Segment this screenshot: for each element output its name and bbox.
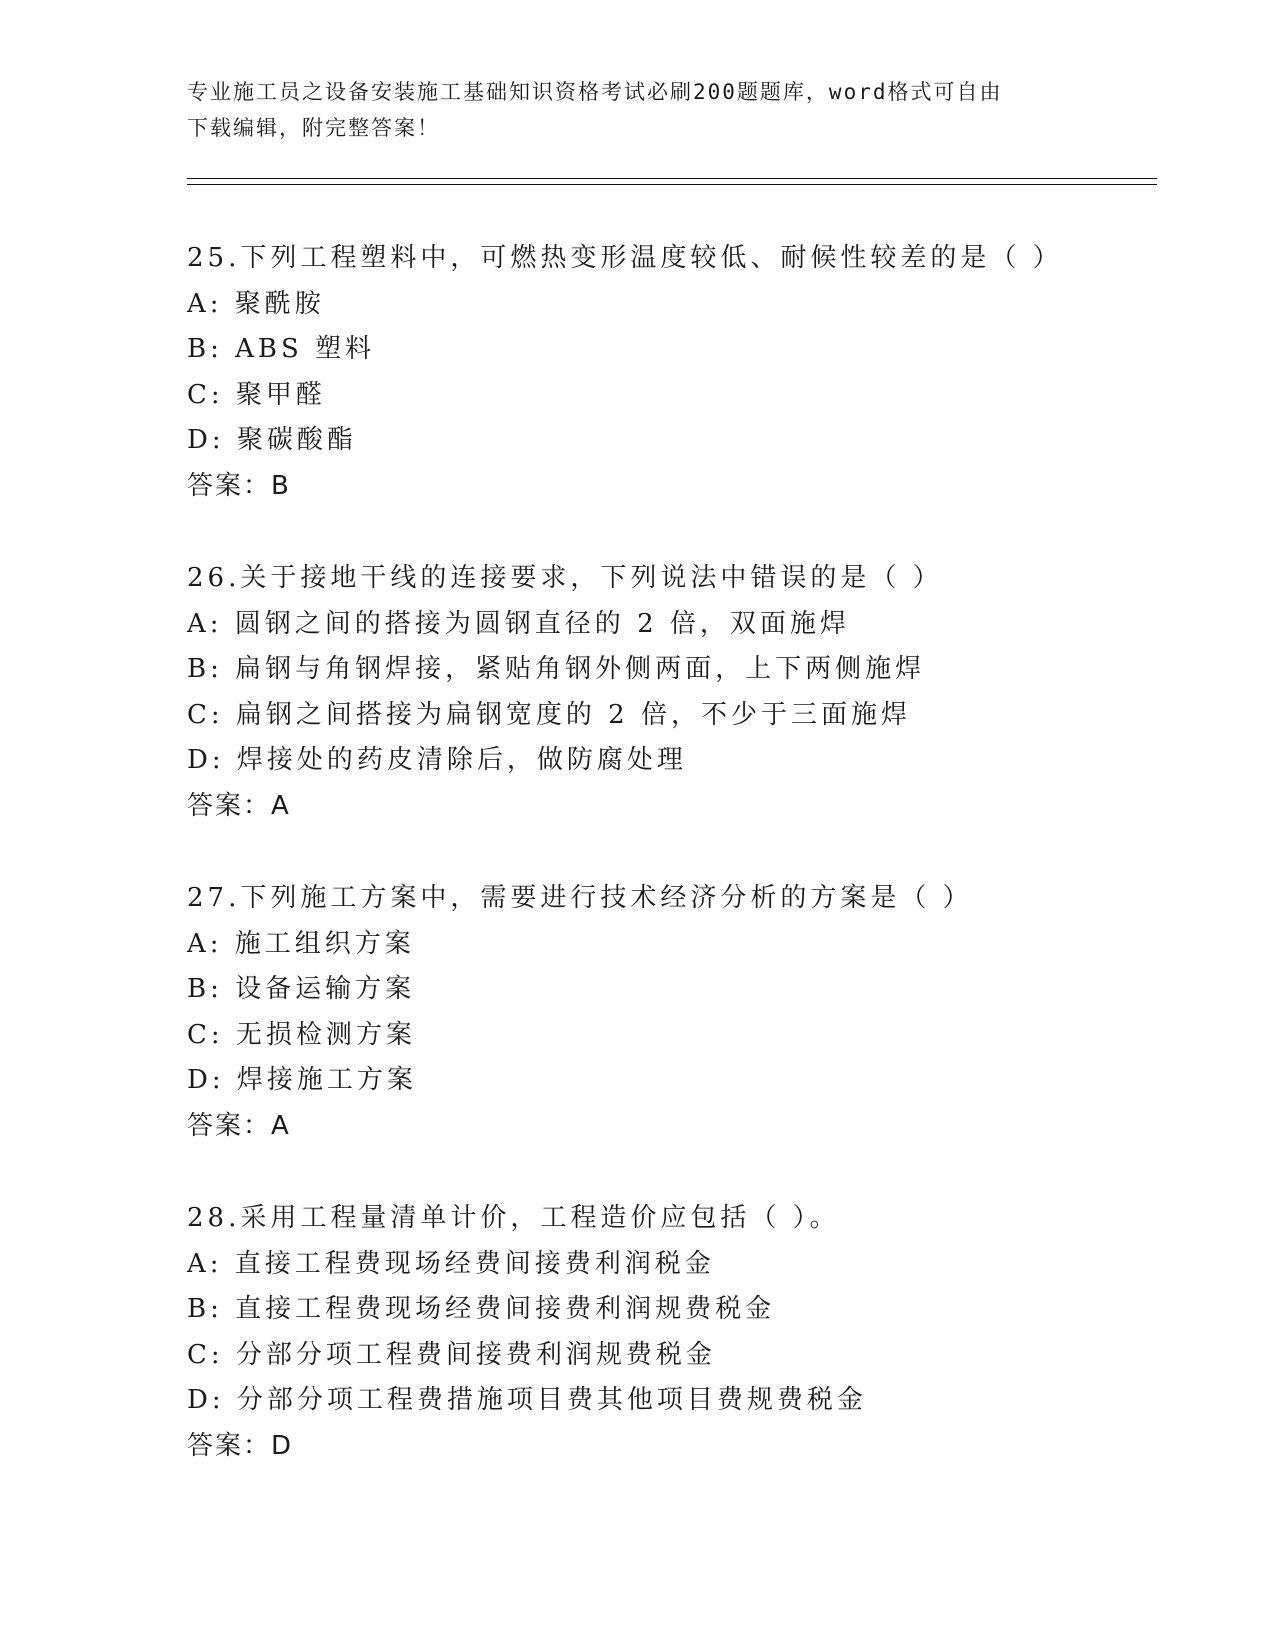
question-26 [187, 556, 1167, 876]
option-d: D: 焊接处的药皮清除后，做防腐处理 [187, 745, 687, 775]
option-a: A: 圆钢之间的搭接为圆钢直径的 2 倍，双面施焊 [187, 608, 850, 639]
option-d: D: 聚碳酸酯 [187, 425, 357, 455]
answer-line: 答案：D [187, 1430, 294, 1461]
option-d: D: 分部分项工程费措施项目费其他项目费规费税金 [187, 1385, 867, 1415]
option-a: A: 聚酰胺 [187, 288, 325, 319]
option-a: A: 直接工程费现场经费间接费利润税金 [187, 1248, 715, 1279]
option-b: B: 设备运输方案 [187, 974, 416, 1004]
document-header [187, 74, 1087, 146]
option-a: A: 施工组织方案 [187, 928, 415, 959]
answer-line: 答案：A [187, 1110, 291, 1141]
answer-line: 答案：B [187, 470, 291, 501]
option-c: C: 无损检测方案 [187, 1019, 416, 1050]
option-b: B: ABS 塑料 [187, 334, 376, 364]
option-c: C: 聚甲醛 [187, 379, 326, 410]
answer-line: 答案：A [187, 790, 291, 821]
header-line-1: 专业施工员之设备安装施工基础知识资格考试必刷200题题库，word格式可自由 [187, 80, 1003, 104]
option-b: B: 扁钢与角钢焊接，紧贴角钢外侧两面，上下两侧施焊 [187, 654, 926, 684]
question-stem: 25.下列工程塑料中，可燃热变形温度较低、耐候性较差的是（ ） [187, 243, 1063, 273]
option-c: C: 扁钢之间搭接为扁钢宽度的 2 倍，不少于三面施焊 [187, 699, 911, 730]
question-stem: 26.关于接地干线的连接要求，下列说法中错误的是（ ） [187, 563, 943, 593]
question-25 [187, 236, 1167, 556]
question-stem: 28.采用工程量清单计价，工程造价应包括（ ）。 [187, 1203, 840, 1233]
option-c: C: 分部分项工程费间接费利润规费税金 [187, 1339, 716, 1370]
option-b: B: 直接工程费现场经费间接费利润规费税金 [187, 1294, 776, 1324]
header-line-2: 下载编辑，附完整答案！ [187, 116, 440, 140]
question-list [187, 236, 1167, 1516]
header-divider-top [187, 178, 1157, 179]
question-27 [187, 876, 1167, 1196]
question-28 [187, 1196, 1167, 1516]
option-d: D: 焊接施工方案 [187, 1065, 417, 1095]
question-stem: 27.下列施工方案中，需要进行技术经济分析的方案是（ ） [187, 883, 973, 913]
header-divider-bottom [187, 184, 1157, 185]
